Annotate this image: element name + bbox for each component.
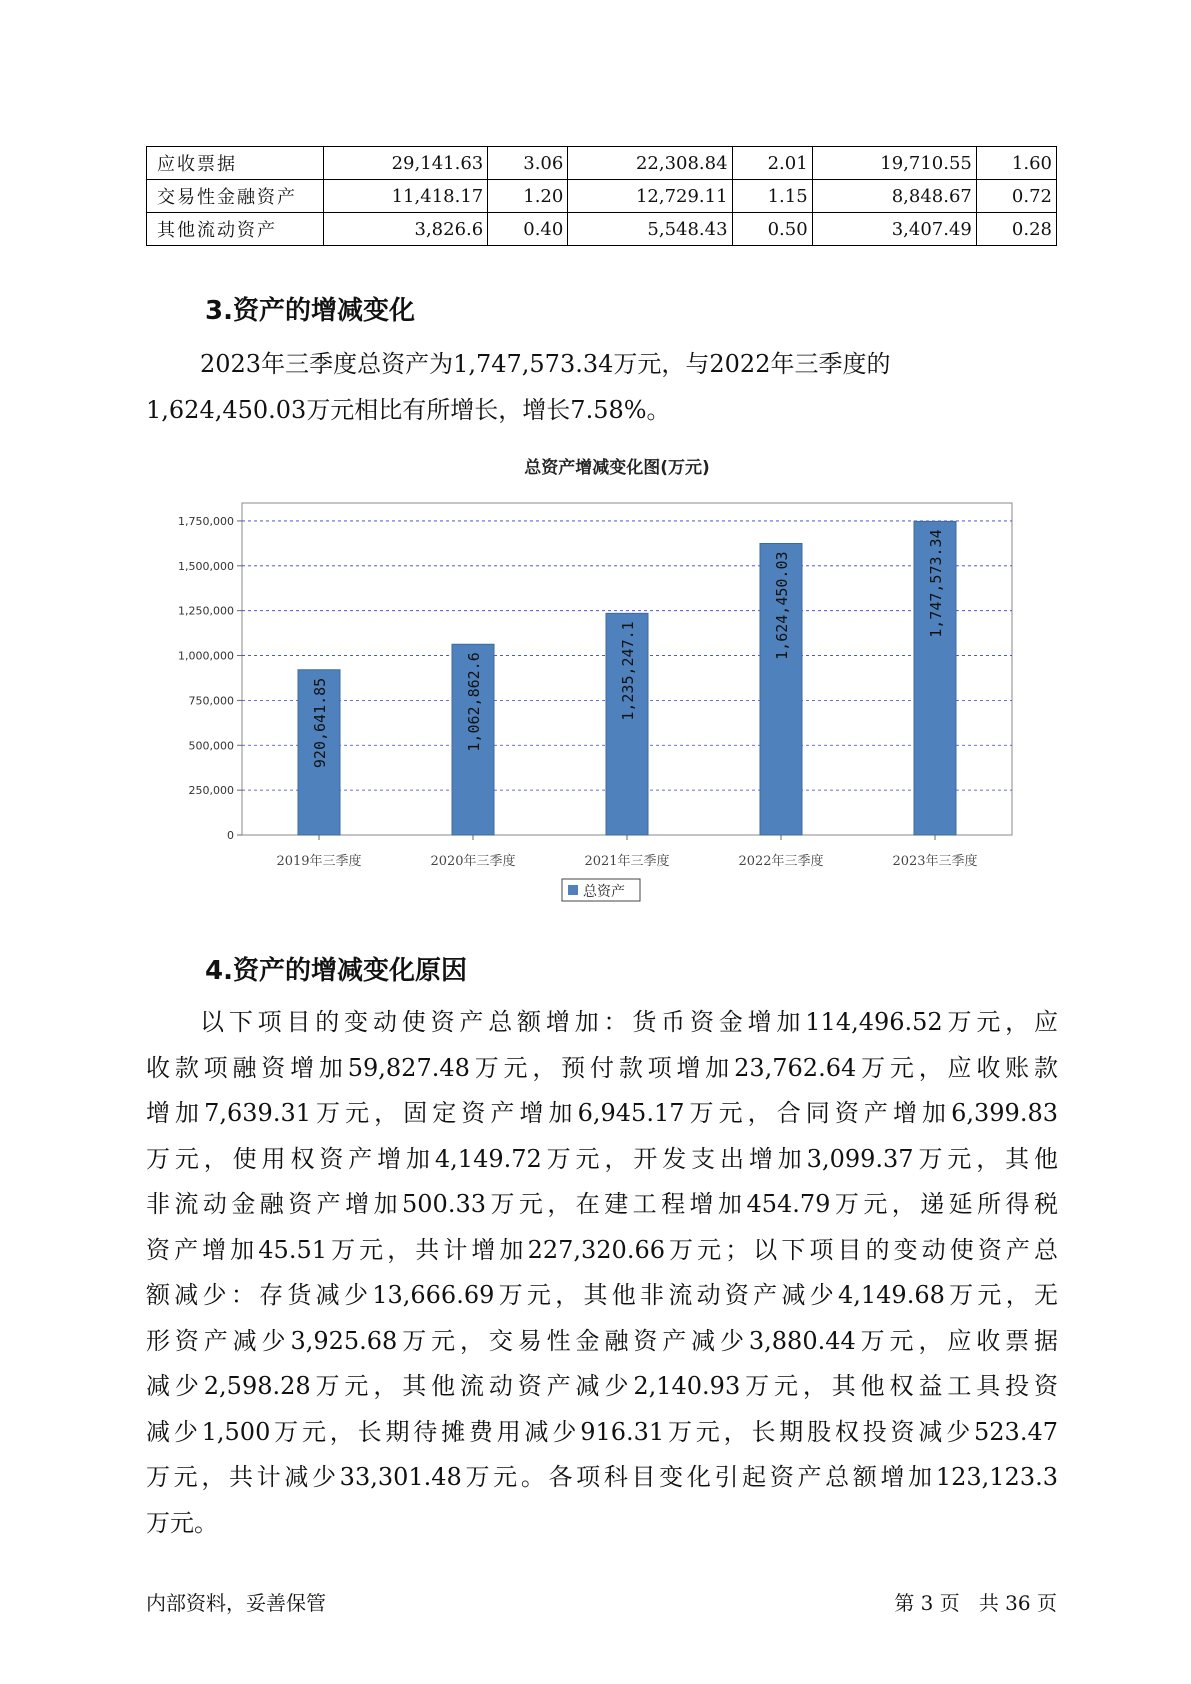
bar-data-label: 1,062,862.6 [465,652,483,752]
table-cell: 1.20 [488,180,568,213]
bar-data-label: 920,641.85 [311,677,329,769]
table-cell: 3.06 [488,147,568,180]
bar-data-label: 1,747,573.34 [927,529,945,638]
paragraph-line: 资产增加45.51万元，共计增加227,320.66万元；以下项目的变动使资产总 [146,1235,1058,1264]
table-cell: 3,826.6 [324,213,488,246]
total-assets-bar-chart [146,455,1026,915]
table-cell: 29,141.63 [324,147,488,180]
section4-paragraph [146,1000,1058,1546]
table-cell: 2.01 [732,147,812,180]
table-cell: 1.60 [976,147,1056,180]
legend-label: 总资产 [583,884,625,900]
y-tick-label: 1,750,000 [178,514,234,528]
paragraph-line: 万元，共计减少33,301.48万元。各项科目变化引起资产总额增加123,123.3 [146,1463,1058,1491]
y-tick-label: 250,000 [188,784,234,798]
x-tick-label: 2021年三季度 [584,854,670,869]
paragraph-line: 2023年三季度总资产为1,747,573.34万元，与2022年三季度的 [200,350,891,378]
asset-table [146,146,1057,246]
row-label: 其他流动资产 [147,213,324,246]
table-cell: 19,710.55 [812,147,976,180]
paragraph-line: 以下项目的变动使资产总额增加：货币资金增加114,496.52万元，应 [200,1008,1058,1036]
x-tick-label: 2019年三季度 [276,854,362,869]
paragraph-line: 额减少：存货减少13,666.69万元，其他非流动资产减少4,149.68万元，无 [146,1281,1058,1309]
footer-page-number: 第 3 页 共 36 页 [894,1591,1057,1615]
y-tick-label: 1,250,000 [178,604,234,618]
section4-heading: 4.资产的增减变化原因 [205,956,467,986]
paragraph-line: 增加7,639.31万元，固定资产增加6,945.17万元，合同资产增加6,399.83 [146,1099,1058,1127]
paragraph-line: 非流动金融资产增加500.33万元，在建工程增加454.79万元，递延所得税 [146,1190,1058,1218]
chart-title: 总资产增减变化图(万元) [524,458,710,478]
table-cell: 8,848.67 [812,180,976,213]
x-tick-label: 2022年三季度 [738,854,824,869]
table-cell: 0.28 [976,213,1056,246]
x-tick-label: 2020年三季度 [430,854,516,869]
legend-swatch [568,885,578,895]
table-cell: 3,407.49 [812,213,976,246]
table-row [147,180,1057,213]
x-tick-label: 2023年三季度 [892,854,978,869]
paragraph-line: 万元。 [146,1508,218,1537]
paragraph-line: 万元，使用权资产增加4,149.72万元，开发支出增加3,099.37万元，其他 [146,1144,1058,1173]
paragraph-line: 1,624,450.03万元相比有所增长，增长7.58%。 [146,395,671,424]
table-cell: 0.72 [976,180,1056,213]
y-tick-label: 0 [227,829,234,842]
y-tick-label: 750,000 [188,694,234,708]
paragraph-line: 减少2,598.28万元，其他流动资产减少2,140.93万元，其他权益工具投资 [146,1372,1058,1400]
bar-data-label: 1,235,247.1 [619,621,637,721]
table-cell: 0.40 [488,213,568,246]
table-row [147,147,1057,180]
table-cell: 22,308.84 [568,147,732,180]
section3-heading: 3.资产的增减变化 [205,296,415,326]
paragraph-line: 形资产减少3,925.68万元，交易性金融资产减少3,880.44万元，应收票据 [146,1326,1058,1355]
y-tick-label: 500,000 [188,739,234,753]
footer-left: 内部资料，妥善保管 [146,1591,326,1615]
table-cell: 11,418.17 [324,180,488,213]
y-tick-label: 1,000,000 [178,649,234,663]
table-cell: 0.50 [732,213,812,246]
table-cell: 5,548.43 [568,213,732,246]
bar-data-label: 1,624,450.03 [773,551,791,660]
y-tick-label: 1,500,000 [178,559,234,573]
section3-paragraph [146,342,1058,433]
table-row [147,213,1057,246]
table-cell: 12,729.11 [568,180,732,213]
paragraph-line: 收款项融资增加59,827.48万元，预付款项增加23,762.64万元，应收账款 [146,1053,1058,1082]
row-label: 交易性金融资产 [147,180,324,213]
row-label: 应收票据 [147,147,324,180]
table-cell: 1.15 [732,180,812,213]
paragraph-line: 减少1,500万元，长期待摊费用减少916.31万元，长期股权投资减少523.47 [146,1417,1058,1446]
